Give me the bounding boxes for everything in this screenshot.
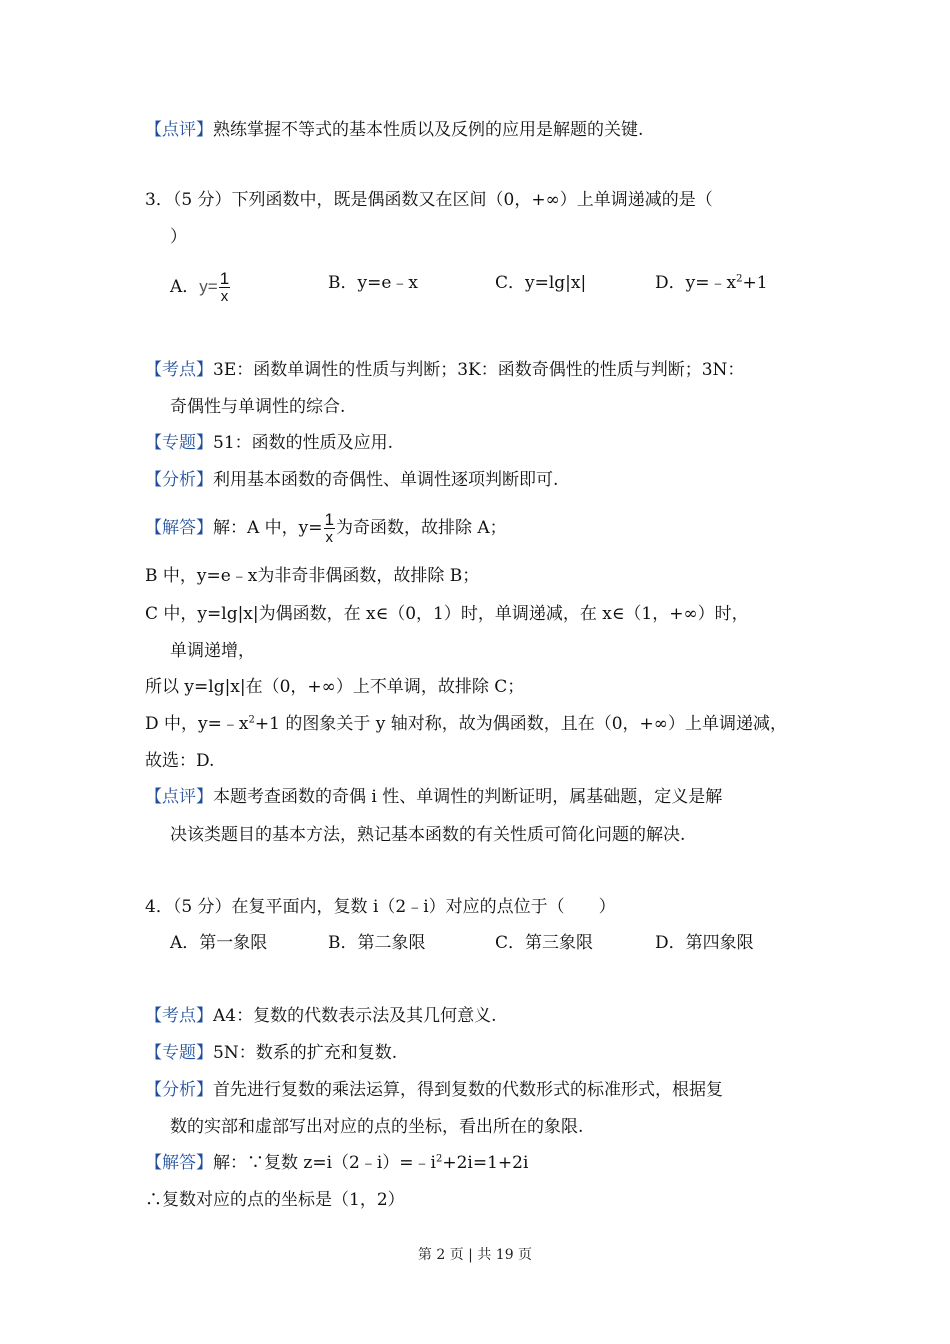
- q4-option-a: A．第一象限: [170, 933, 268, 953]
- q3-fenxi: 【分析】利用基本函数的奇偶性、单调性逐项判断即可.: [145, 470, 559, 490]
- q3-choose: 故选：D.: [145, 751, 215, 771]
- review-text: 熟练掌握不等式的基本性质以及反例的应用是解题的关键.: [213, 120, 644, 140]
- review-tag: 【点评】: [145, 120, 213, 140]
- q3-jieda: 【解答】解：A 中，y= $\frac{1}{x}$ 为奇函数，故排除 A；: [145, 510, 507, 546]
- q4-fenxi-line2: 数的实部和虚部写出对应的点的坐标，看出所在的象限.: [170, 1117, 584, 1137]
- q3-so-line: 所以 y=lg|x|在（0，+∞）上不单调，故排除 C；: [145, 677, 525, 697]
- q3-c-line2: 单调递增，: [170, 641, 255, 661]
- q3-kaodian-line2: 奇偶性与单调性的综合.: [170, 397, 346, 417]
- q3-kaodian: 【考点】3E：函数单调性的性质与判断；3K：函数奇偶性的性质与判断；3N：: [145, 360, 745, 380]
- q4-therefore: ∴复数对应的点的坐标是（1，2）: [145, 1190, 405, 1210]
- q4-kaodian: 【考点】A4：复数的代数表示法及其几何意义.: [145, 1006, 497, 1026]
- q4-option-c: C．第三象限: [495, 933, 594, 953]
- q4-stem: 4．（5 分）在复平面内，复数 i（2﹣i）对应的点位于（ ）: [145, 897, 616, 917]
- q4-zhuanti: 【专题】5N：数系的扩充和复数.: [145, 1043, 398, 1063]
- q3-option-c: C．y=lg|x|: [495, 273, 587, 293]
- q3-stem-line2: ）: [170, 227, 187, 247]
- page-footer: 第 2 页 | 共 19 页: [417, 1247, 533, 1263]
- q4-jieda: 【解答】解：∵复数 $z=i(2﹣i)=﹣i^2+2i=1+2i$: [145, 1153, 529, 1173]
- q4-option-b: B．第二象限: [328, 933, 426, 953]
- q3-zhuanti: 【专题】51：函数的性质及应用.: [145, 433, 394, 453]
- q3-review-line2: 决该类题目的基本方法，熟记基本函数的有关性质可简化问题的解决.: [170, 825, 686, 845]
- q3-d-line: D 中，$y=﹣x^2+1$ 的图象关于 y 轴对称，故为偶函数，且在（0，+∞）上单调递减，: [145, 714, 787, 734]
- q2-review: [145, 117, 643, 143]
- q3-stem-line1: 3．（5 分）下列函数中，既是偶函数又在区间（0，+∞）上单调递减的是（: [145, 190, 713, 210]
- q3-option-a: A．y= $\frac{1}{x}$: [170, 269, 230, 305]
- fraction: $\frac{1}{x}$: [219, 269, 230, 305]
- q4-option-d: D．第四象限: [655, 933, 754, 953]
- q3-review: 【点评】本题考查函数的奇偶 i 性、单调性的判断证明，属基础题，定义是解: [145, 787, 723, 807]
- q3-option-b: B．y=e﹣x: [328, 273, 418, 293]
- q3-option-d: D．$y=﹣x^2+1$: [655, 273, 768, 293]
- fraction: $\frac{1}{x}$: [324, 510, 334, 546]
- q3-b-line: B 中，y=e﹣x为非奇非偶函数，故排除 B；: [145, 566, 480, 586]
- q4-fenxi: 【分析】首先进行复数的乘法运算，得到复数的代数形式的标准形式，根据复: [145, 1080, 723, 1100]
- kaodian-tag: 【考点】: [145, 360, 213, 380]
- q3-c-line1: C 中，y=lg|x|为偶函数，在 x∈（0，1）时，单调递减，在 x∈（1，+∞）时，: [145, 604, 749, 624]
